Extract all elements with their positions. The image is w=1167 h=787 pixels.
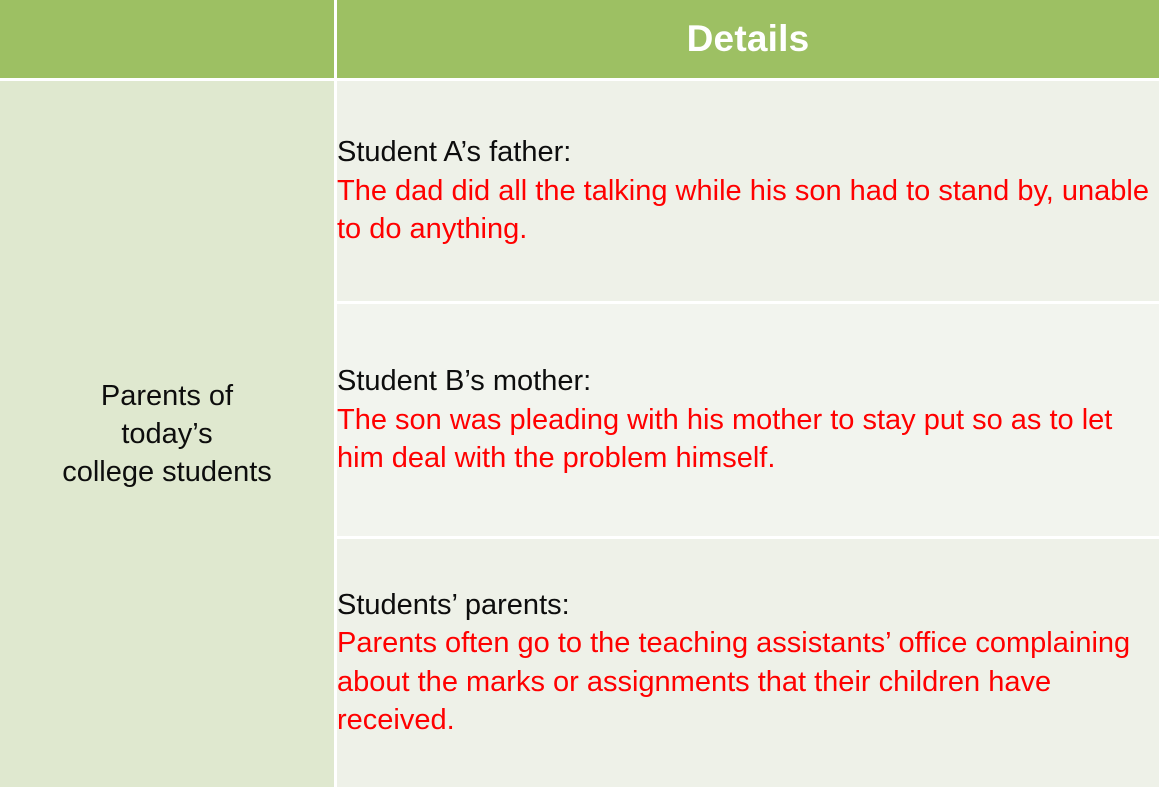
detail-title-2: Student B’s mother:: [337, 363, 1159, 401]
detail-body-1: The dad did all the talking while his son had to stand by, unable to do anything.: [337, 172, 1159, 249]
header-details-label: Details: [687, 18, 810, 59]
detail-body-3: Parents often go to the teaching assistants’ office complaining about the marks or assignments that their children have received.: [337, 624, 1159, 739]
detail-cell-2: [336, 303, 1160, 538]
row-label-line-2: today’s: [0, 415, 334, 453]
row-label-line-3: college students: [0, 453, 334, 491]
table-row: [0, 80, 1159, 303]
detail-title-3: Students’ parents:: [337, 587, 1159, 625]
table-header-row: [0, 0, 1159, 80]
detail-body-2: The son was pleading with his mother to stay put so as to let him deal with the problem himself.: [337, 401, 1159, 478]
detail-title-1: Student A’s father:: [337, 134, 1159, 172]
detail-cell-1: [336, 80, 1160, 303]
row-label-cell: [0, 80, 336, 787]
header-cell-empty: [0, 0, 336, 80]
header-cell-details: [336, 0, 1160, 80]
row-label-line-1: Parents of: [0, 377, 334, 415]
detail-cell-3: [336, 538, 1160, 787]
